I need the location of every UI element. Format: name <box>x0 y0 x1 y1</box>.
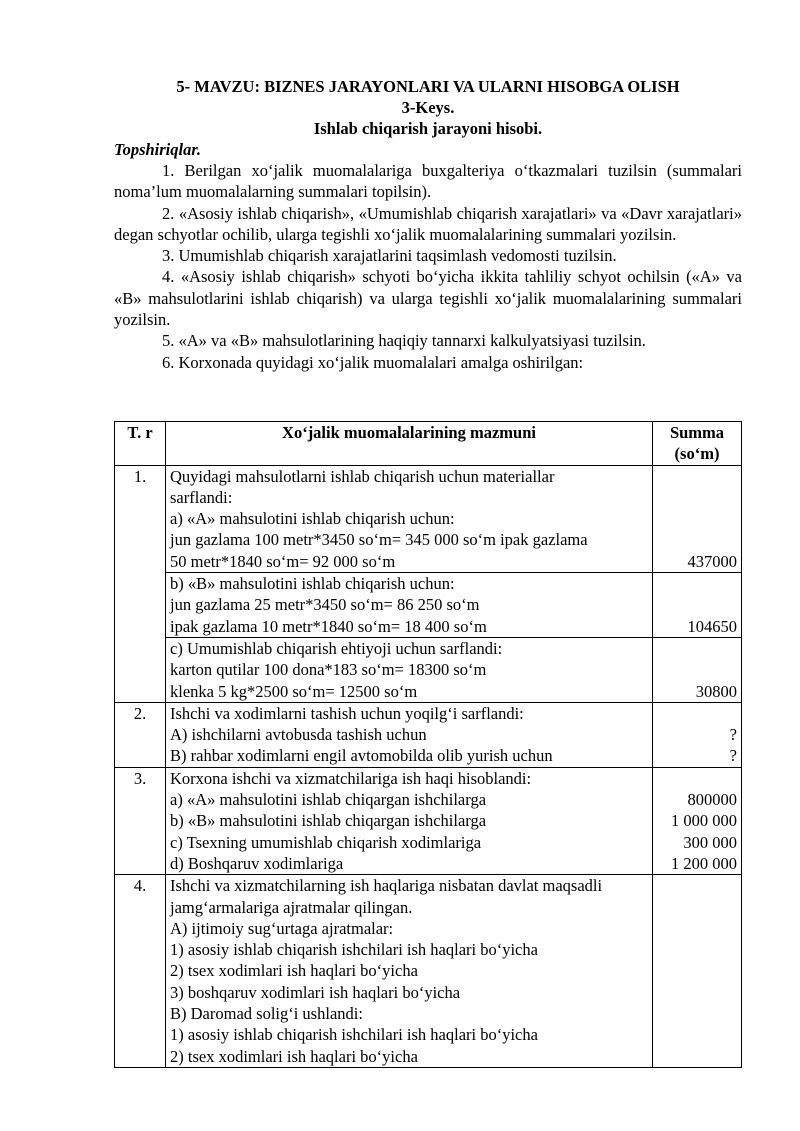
task-item: 4. «Asosiy ishlab chiqarish» schyoti bo‘yicha ikkita tahliliy schyot ochilsin («A» va «B» mahsulotlarini ishlab chiqarish) va ularga tegishli xo‘jalik muomalalarining summalari yozilsin. <box>114 267 742 330</box>
table-row <box>115 767 742 874</box>
tasks-heading: Topshiriqlar. <box>114 140 201 159</box>
operations-table <box>114 421 742 1068</box>
content-line: sarflandi: <box>170 487 233 507</box>
row-sum <box>653 573 742 638</box>
sum-value: 437000 <box>687 551 737 571</box>
row-content <box>166 573 653 638</box>
row-sum <box>653 702 742 767</box>
row-sum <box>653 637 742 702</box>
content-line: klenka 5 kg*2500 so‘m= 12500 so‘m <box>170 681 418 701</box>
row-number: 3. <box>115 767 166 874</box>
content-line: 2) tsex xodimlari ish haqlari bo‘yicha <box>170 961 418 981</box>
row-content <box>166 702 653 767</box>
content-line: 2) tsex xodimlari ish haqlari bo‘yicha <box>170 1046 418 1066</box>
task-item: 6. Korxonada quyidagi xo‘jalik muomalalari amalga oshirilgan: <box>162 352 584 372</box>
content-line: 1) asosiy ishlab chiqarish ishchilari ish haqlari bo‘yicha <box>170 1025 538 1045</box>
content-line: b) «B» mahsulotini ishlab chiqargan ishchilarga <box>170 811 487 831</box>
content-line: A) ishchilarni avtobusda tashish uchun <box>170 725 427 745</box>
content-line: Ishchi va xizmatchilarning ish haqlariga nisbatan davlat maqsadli <box>170 876 603 896</box>
content-line: c) Umumishlab chiqarish ehtiyoji uchun sarflandi: <box>170 638 503 658</box>
content-line: ipak gazlama 10 metr*1840 so‘m= 18 400 so‘m <box>170 616 487 636</box>
content-line: 3) boshqaruv xodimlari ish haqlari bo‘yicha <box>170 982 461 1002</box>
header-sum: Summa (so‘m) <box>653 422 742 466</box>
row-content <box>166 465 653 572</box>
content-line: c) Tsexning umumishlab chiqarish xodimlariga <box>170 832 482 852</box>
content-line: jun gazlama 100 metr*3450 so‘m= 345 000 so‘m ipak gazlama <box>170 530 588 550</box>
header-content: Xo‘jalik muomalalarining mazmuni <box>166 422 653 466</box>
sum-value: 104650 <box>687 616 737 636</box>
sum-value: 800000 <box>687 790 737 810</box>
content-line: d) Boshqaruv xodimlariga <box>170 853 344 873</box>
content-line: a) «A» mahsulotini ishlab chiqarish uchun: <box>170 509 455 529</box>
case-title: 3-Keys. <box>401 98 455 117</box>
table-row <box>115 573 742 638</box>
sum-value: 30800 <box>695 681 737 701</box>
sum-value: 1 000 000 <box>671 811 737 831</box>
table-body <box>115 465 742 1067</box>
task-item: 2. «Asosiy ishlab chiqarish», «Umumishlab chiqarish xarajatlari» va «Davr xarajatlari» degan schyotlar ochilib, ularga tegishli xo‘jalik muomalalarining summalari yozilsin. <box>114 203 742 244</box>
content-line: Ishchi va xodimlarni tashish uchun yoqilg‘i sarflandi: <box>170 703 524 723</box>
content-line: B) rahbar xodimlarni engil avtomobilda olib yurish uchun <box>170 746 553 766</box>
content-line: Korxona ishchi va xizmatchilariga ish haqi hisoblandi: <box>170 768 532 788</box>
table-row <box>115 637 742 702</box>
content-line: 50 metr*1840 so‘m= 92 000 so‘m <box>170 551 396 571</box>
row-number: 4. <box>115 875 166 1068</box>
task-item: 1. Berilgan xo‘jalik muomalalariga buxgalteriya o‘tkazmalari tuzilsin (summalari noma’lum muomalalarning summalari topilsin). <box>114 161 742 202</box>
content-line: b) «B» mahsulotini ishlab chiqarish uchun: <box>170 574 455 594</box>
row-content <box>166 875 653 1068</box>
section-title: Ishlab chiqarish jarayoni hisobi. <box>313 119 543 138</box>
header-number: T. r <box>115 422 166 466</box>
table-header-row <box>115 422 742 466</box>
table-row <box>115 875 742 1068</box>
content-line: a) «A» mahsulotini ishlab chiqargan ishchilarga <box>170 790 487 810</box>
content-line: jamg‘armalariga ajratmalar qilingan. <box>170 897 413 917</box>
sum-value: 300 000 <box>683 832 737 852</box>
content-line: jun gazlama 25 metr*3450 so‘m= 86 250 so‘m <box>170 595 480 615</box>
sum-value: ? <box>729 746 737 766</box>
content-line: Quyidagi mahsulotlarni ishlab chiqarish uchun materiallar <box>170 466 555 486</box>
topic-title: 5- MAVZU: BIZNES JARAYONLARI VA ULARNI HISOBGA OLISH <box>176 77 680 96</box>
content-line: 1) asosiy ishlab chiqarish ishchilari ish haqlari bo‘yicha <box>170 940 538 960</box>
row-content <box>166 637 653 702</box>
row-number <box>115 637 166 702</box>
row-number: 1. <box>115 465 166 572</box>
content-line: karton qutilar 100 dona*183 so‘m= 18300 so‘m <box>170 660 487 680</box>
row-number <box>115 573 166 638</box>
content-line: B) Daromad solig‘i ushlandi: <box>170 1004 363 1024</box>
row-content <box>166 767 653 874</box>
row-sum <box>653 465 742 572</box>
content-line: A) ijtimoiy sug‘urtaga ajratmalar: <box>170 918 394 938</box>
sum-value: 1 200 000 <box>671 853 737 873</box>
table-row <box>115 702 742 767</box>
row-sum <box>653 875 742 1068</box>
document-page <box>114 76 742 373</box>
task-item: 3. Umumishlab chiqarish xarajatlarini taqsimlash vedomosti tuzilsin. <box>162 246 617 266</box>
sum-value: ? <box>729 725 737 745</box>
task-item: 5. «A» va «B» mahsulotlarining haqiqiy tannarxi kalkulyatsiyasi tuzilsin. <box>162 331 646 351</box>
row-number: 2. <box>115 702 166 767</box>
row-sum <box>653 767 742 874</box>
table-row <box>115 465 742 572</box>
